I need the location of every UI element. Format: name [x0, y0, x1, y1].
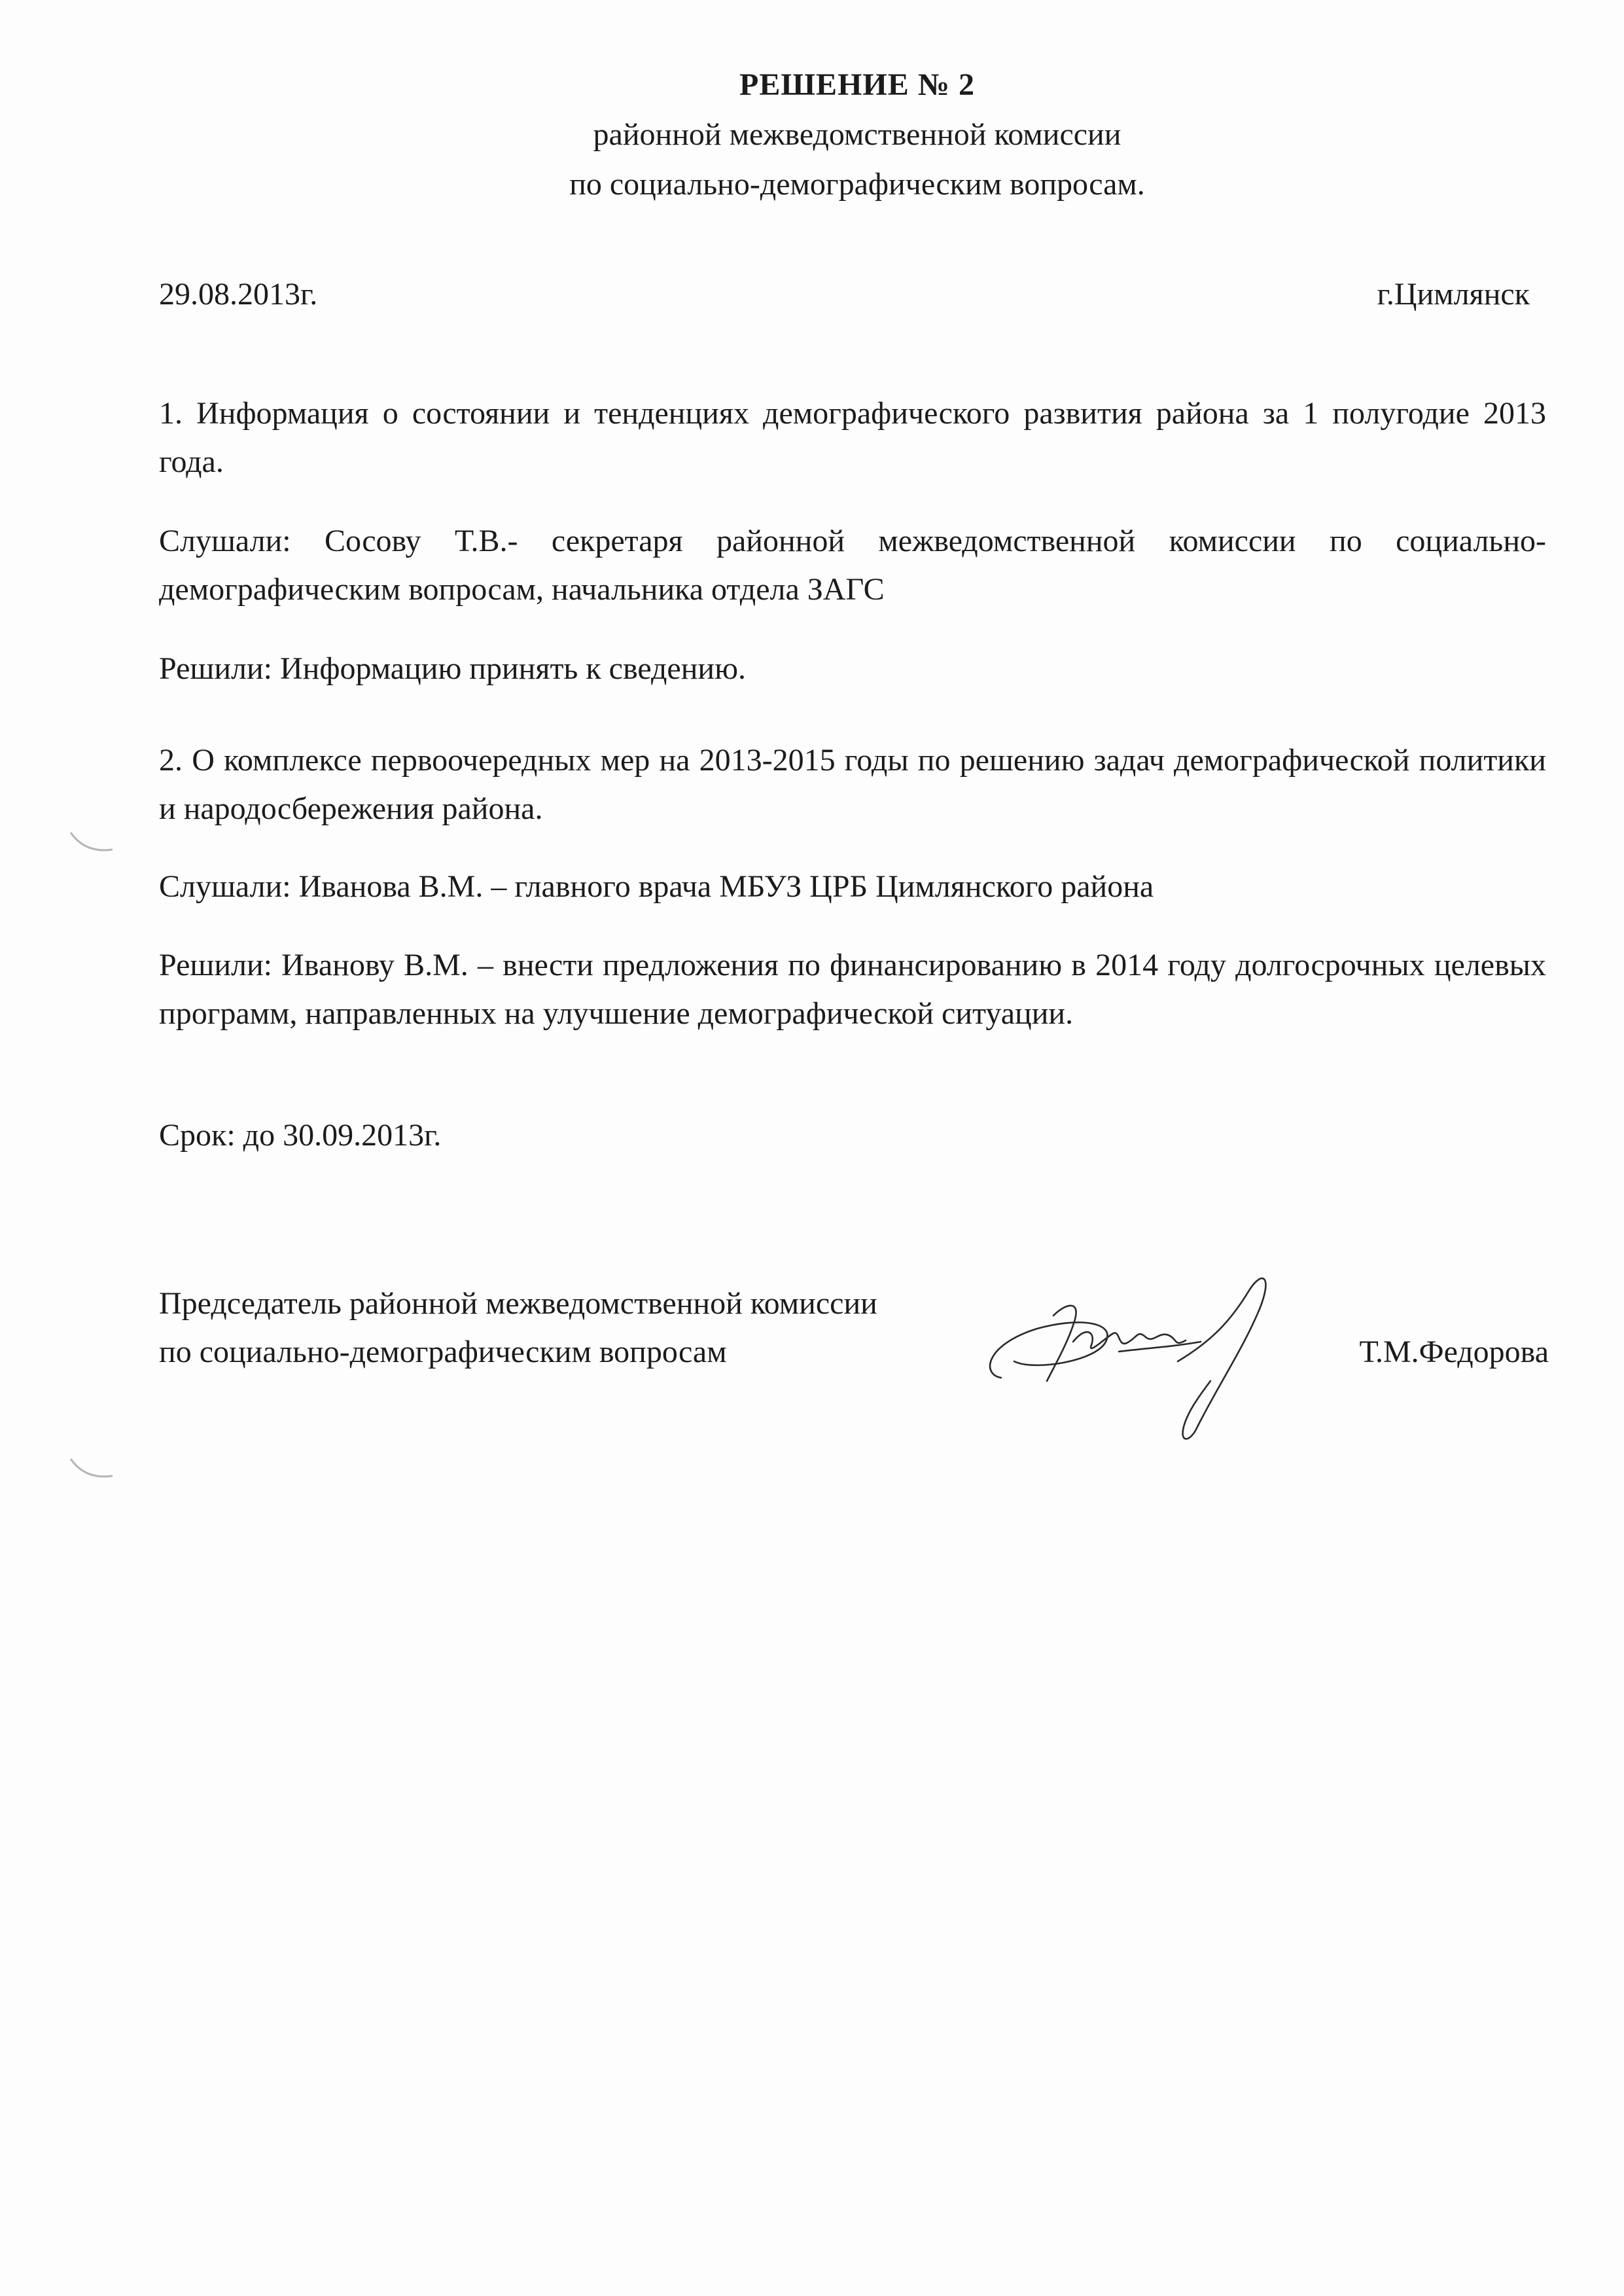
- signer-name: Т.М.Федорова: [1359, 1335, 1549, 1369]
- document-subtitle-line1: районной межведомственной комиссии: [593, 117, 1121, 152]
- document-place: г.Цимлянск: [1377, 277, 1530, 312]
- item-1-heard: Слушали: Сосову Т.В.- секретаря районной межведомственной комиссии по социально-демографическим вопросам, начальника отдела ЗАГС: [159, 524, 1546, 607]
- item-2-deadline: Срок: до 30.09.2013г.: [159, 1118, 442, 1153]
- signature-position-line2: по социально-демографическим вопросам: [159, 1335, 727, 1369]
- signature-position-line1: Председатель районной межведомственной комиссии: [159, 1286, 877, 1321]
- document-subtitle-line2: по социально-демографическим вопросам.: [569, 167, 1145, 202]
- document-title: РЕШЕНИЕ № 2: [739, 67, 975, 102]
- handwritten-signature: [975, 1263, 1315, 1453]
- item-2-heard: Слушали: Иванова В.М. – главного врача МБУЗ ЦРБ Цимлянского района: [159, 869, 1154, 904]
- document-header: [0, 60, 1624, 209]
- item-2-decided: Решили: Иванову В.М. – внести предложения по финансированию в 2014 году долгосрочных целевых программ, направленных на улучшение демографической ситуации.: [159, 948, 1546, 1031]
- punch-hole-mark: [65, 1456, 118, 1482]
- punch-hole-mark: [65, 830, 118, 856]
- item-2-heading: 2. О комплексе первоочередных мер на 2013-2015 годы по решению задач демографической политики и народосбережения района.: [159, 743, 1546, 826]
- document-date: 29.08.2013г.: [159, 277, 318, 312]
- item-1-decided: Решили: Информацию принять к сведению.: [159, 651, 746, 686]
- item-1-heading: 1. Информация о состоянии и тенденциях демографического развития района за 1 полугодие 2013 года.: [159, 396, 1546, 479]
- signature-position: [159, 1280, 877, 1376]
